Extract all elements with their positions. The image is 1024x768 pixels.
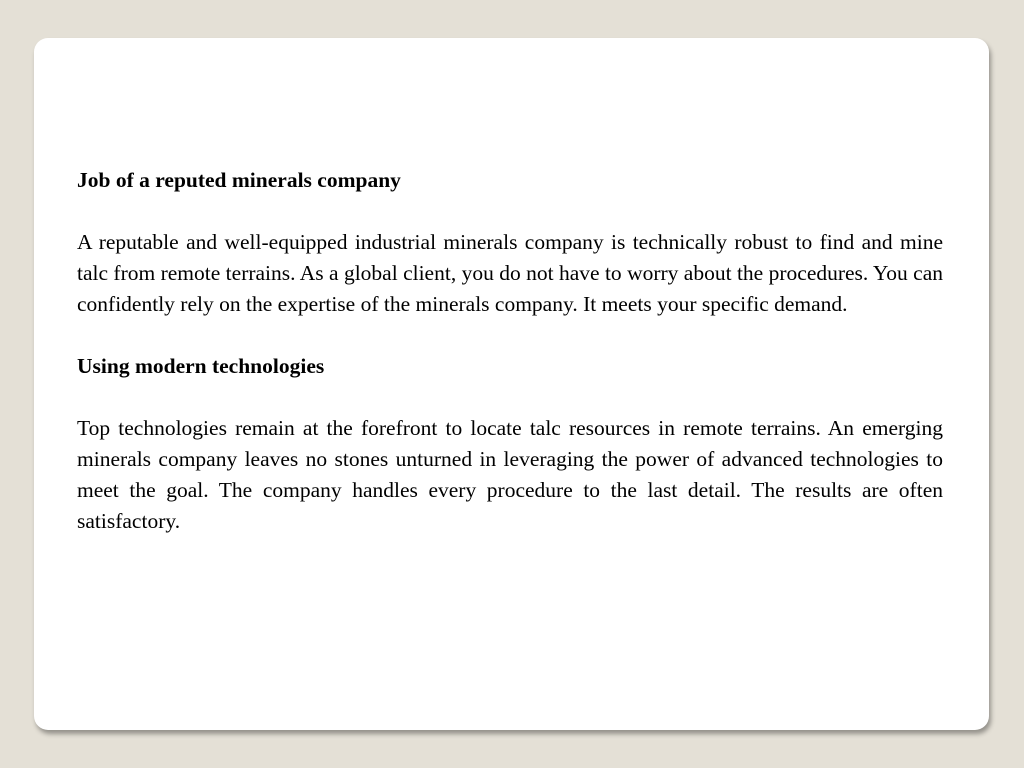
spacer bbox=[77, 196, 943, 227]
slide-content bbox=[77, 165, 943, 537]
slide-card bbox=[34, 38, 989, 730]
section-heading-job: Job of a reputed minerals company bbox=[77, 168, 401, 192]
spacer bbox=[77, 382, 943, 413]
spacer bbox=[77, 320, 943, 351]
section-body-job: A reputable and well-equipped industrial minerals company is technically robust to find and mine talc from remote terrains. As a global client, you do not have to worry about the procedures. You can confidently rely on the expertise of the minerals company. It meets your specific demand. bbox=[77, 230, 943, 316]
section-body-technologies: Top technologies remain at the forefront to locate talc resources in remote terrains. An emerging minerals company leaves no stones unturned in leveraging the power of advanced technologies to meet the goal. The company handles every procedure to the last detail. The results are often satisfactory. bbox=[77, 416, 943, 533]
section-heading-technologies: Using modern technologies bbox=[77, 354, 325, 378]
